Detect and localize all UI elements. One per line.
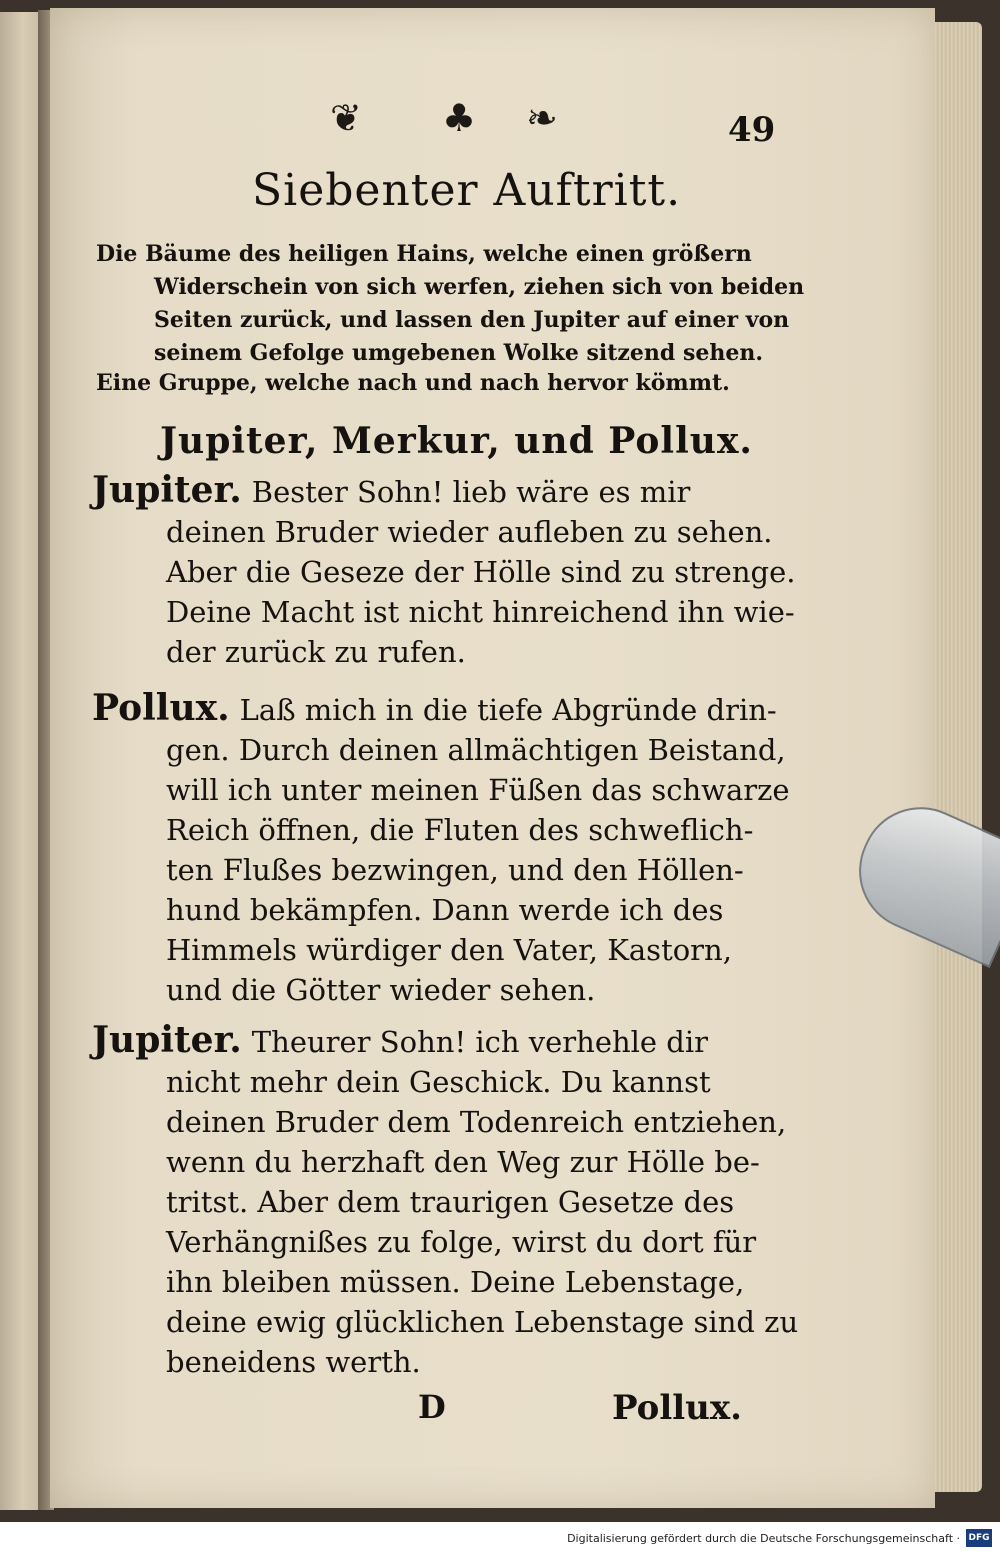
speech-line — [92, 1020, 812, 1062]
direction-line: Widerschein von sich werfen, ziehen sich von beiden — [154, 274, 805, 300]
speech-line: beneidens werth. — [166, 1345, 421, 1379]
speaker-name: Jupiter. — [92, 469, 242, 511]
speech-line: ten Flußes bezwingen, und den Höllen- — [166, 853, 744, 887]
speech-line: Himmels würdiger den Vater, Kastorn, — [166, 933, 732, 967]
page-number: 49 — [728, 110, 776, 150]
catchword: Pollux. — [612, 1388, 742, 1428]
speech-text: Laß mich in die tiefe Abgründe drin- — [239, 693, 777, 727]
signature-mark: D — [418, 1388, 446, 1426]
speech-block — [92, 688, 812, 1010]
speech-line: gen. Durch deinen allmächtigen Beistand, — [166, 733, 786, 767]
speech-line — [92, 470, 812, 512]
dfg-logo-icon: DFG — [966, 1529, 992, 1547]
character-list: Jupiter, Merkur, und Pollux. — [160, 420, 753, 462]
speech-line: wenn du herzhaft den Weg zur Hölle be- — [166, 1145, 760, 1179]
speech-line: deine ewig glücklichen Lebenstage sind zu — [166, 1305, 799, 1339]
page-edges — [932, 22, 982, 1492]
ornament-center-icon: ♣ — [442, 96, 477, 140]
speech-line: tritst. Aber dem traurigen Gesetze des — [166, 1185, 735, 1219]
header-ornament — [330, 96, 590, 146]
direction-line: Seiten zurück, und lassen den Jupiter auf einer von — [154, 307, 790, 333]
speaker-name: Pollux. — [92, 687, 230, 729]
speech-text: Theurer Sohn! ich verhehle dir — [251, 1025, 709, 1059]
speech-line: Aber die Geseze der Hölle sind zu strenge. — [166, 555, 796, 589]
ornament-left-icon: ❦ — [330, 96, 362, 140]
direction-line: seinem Gefolge umgebenen Wolke sitzend sehen. — [154, 340, 763, 366]
speech-line: ihn bleiben müssen. Deine Lebenstage, — [166, 1265, 745, 1299]
speech-line: Deine Macht ist nicht hinreichend ihn wie- — [166, 595, 795, 629]
speech-line: Reich öffnen, die Fluten des schweflich- — [166, 813, 754, 847]
speech-line — [92, 688, 812, 730]
footer-credit: Digitalisierung gefördert durch die Deutsche Forschungsgemeinschaft · — [567, 1532, 960, 1545]
left-page-edge — [0, 12, 38, 1510]
footer-bar — [0, 1522, 1000, 1556]
speech-line: will ich unter meinen Füßen das schwarze — [166, 773, 790, 807]
speech-line: hund bekämpfen. Dann werde ich des — [166, 893, 724, 927]
speech-line: nicht mehr dein Geschick. Du kannst — [166, 1065, 711, 1099]
stage-direction — [96, 238, 816, 370]
speech-line: und die Götter wieder sehen. — [166, 973, 596, 1007]
speech-block — [92, 1020, 812, 1382]
scene-title: Siebenter Auftritt. — [252, 165, 682, 216]
direction-line: Die Bäume des heiligen Hains, welche einen größern — [96, 241, 752, 267]
speech-block — [92, 470, 812, 672]
speech-line: deinen Bruder dem Todenreich entziehen, — [166, 1105, 787, 1139]
speech-line: deinen Bruder wieder aufleben zu sehen. — [166, 515, 773, 549]
speech-text: Bester Sohn! lieb wäre es mir — [251, 475, 691, 509]
speech-line: Verhängnißes zu folge, wirst du dort für — [166, 1225, 757, 1259]
group-direction: Eine Gruppe, welche nach und nach hervor kömmt. — [96, 370, 730, 396]
speech-line: der zurück zu rufen. — [166, 635, 466, 669]
speaker-name: Jupiter. — [92, 1019, 242, 1061]
ornament-right-icon: ❧ — [526, 96, 558, 140]
